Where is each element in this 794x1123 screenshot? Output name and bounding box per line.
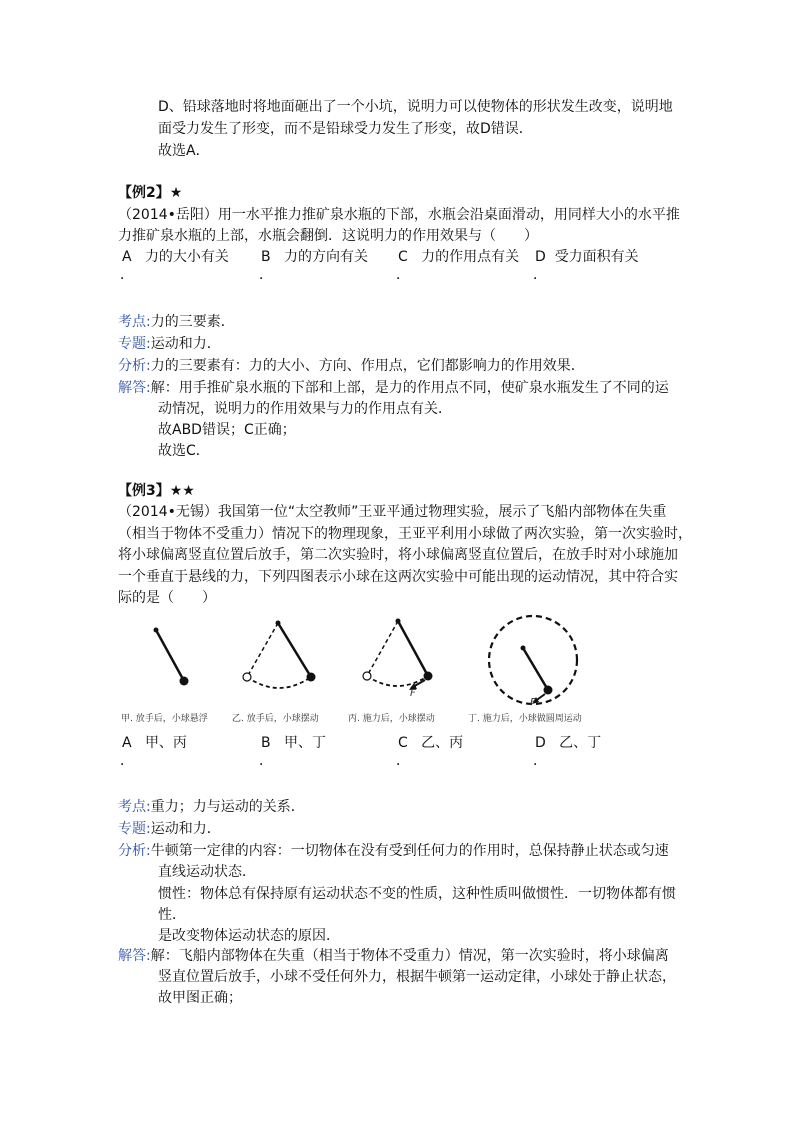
jieda-row: 解答:解：用手推矿泉水瓶的下部和上部，是力的作用点不同，使矿泉水瓶发生了不同的运 xyxy=(118,380,669,396)
figure-bing xyxy=(363,619,433,691)
string xyxy=(398,621,428,676)
circular-path xyxy=(489,616,577,704)
question-text: 力推矿泉水瓶的上部，水瓶会翻倒．这说明力的作用效果与（ ） xyxy=(118,228,538,244)
text-line: 是改变物体运动状态的原因． xyxy=(158,928,340,944)
figure-caption: 丙. 施力后，小球摆动 xyxy=(348,714,435,724)
figure-caption: 甲. 放手后，小球悬浮 xyxy=(121,714,208,724)
text-line: D、铅球落地时将地面砸出了一个小坑，说明力可以使物体的形状发生改变，说明地 xyxy=(158,99,673,115)
option-b: B 甲、丁 xyxy=(261,735,326,751)
swing-arc xyxy=(247,677,311,688)
question-text: 将小球偏离竖直位置后放手，第二次实验时，将小球偏离竖直位置后，在放手时对小球施加 xyxy=(118,547,678,563)
string-dashed xyxy=(247,623,278,677)
option-d: D 乙、丁 xyxy=(535,735,602,751)
zhuanti-row: 专题:运动和力． xyxy=(118,821,221,837)
option-dot: ． xyxy=(396,267,410,283)
text-line: 故选C． xyxy=(158,443,210,459)
ball-ghost xyxy=(243,673,251,681)
option-b: B 力的方向有关 xyxy=(261,249,368,265)
fenxi-row: 分析:牛顿第一定律的内容：一切物体在没有受到任何力的作用时，总保持静止状态或匀速 xyxy=(118,843,669,859)
option-dot: ． xyxy=(259,267,273,283)
ball xyxy=(424,672,433,681)
kaodian-row: 考点:力的三要素． xyxy=(118,314,235,330)
question-text: （相当于物体不受重力）情况下的物理现象，王亚平利用小球做了两次实验，第一次实验时， xyxy=(118,526,692,542)
option-dot: ． xyxy=(259,753,273,769)
option-dot: ． xyxy=(533,753,547,769)
text-line: 动情况，说明力的作用效果与力的作用点有关． xyxy=(158,401,452,417)
text-line: 竖直位置后放手，小球不受任何外力，根据牛顿第一运动定律，小球处于静止状态， xyxy=(158,969,676,985)
string xyxy=(156,630,184,681)
example-3-title: 【例3】★★ xyxy=(118,483,195,499)
option-dot: ． xyxy=(120,753,134,769)
figure-caption: 乙. 放手后，小球摆动 xyxy=(232,714,319,724)
string-dashed xyxy=(367,621,398,676)
force-label: F xyxy=(410,688,416,699)
example-2-title: 【例2】★ xyxy=(118,185,183,201)
option-c: C 力的作用点有关 xyxy=(398,249,520,265)
ball xyxy=(544,686,553,695)
text-line: 直线运动状态． xyxy=(158,864,256,880)
question-text: （2014•无锡）我国第一位“太空教师”王亚平通过物理实验，展示了飞船内部物体在失重 xyxy=(118,504,667,520)
option-dot: ． xyxy=(120,267,134,283)
kaodian-row: 考点:重力；力与运动的关系． xyxy=(118,799,305,815)
option-dot: ． xyxy=(396,753,410,769)
force-label: F xyxy=(530,697,536,708)
string xyxy=(523,648,548,690)
string xyxy=(278,623,311,677)
jieda-row: 解答:解：飞船内部物体在失重（相当于物体不受重力）情况，第一次实验时，将小球偏离 xyxy=(118,948,669,964)
figure-ding xyxy=(489,616,577,704)
zhuanti-row: 专题:运动和力． xyxy=(118,336,221,352)
question-text: （2014•岳阳）用一水平推力推矿泉水瓶的下部，水瓶会沿桌面滑动，用同样大小的水平推 xyxy=(118,207,680,223)
option-dot: ． xyxy=(533,267,547,283)
text-line: 故ABD错误；C正确； xyxy=(158,422,296,438)
option-d: D 受力面积有关 xyxy=(535,249,639,265)
option-c: C 乙、丙 xyxy=(398,735,464,751)
text-line: 惯性：物体总有保持原有运动状态不变的性质，这种性质叫做惯性．一切物体都有惯 xyxy=(158,886,676,902)
ball xyxy=(307,673,316,682)
option-a: A 力的大小有关 xyxy=(122,249,229,265)
question-text: 一个垂直于悬线的力，下列四图表示小球在这两次实验中可能出现的运动情况，其中符合实 xyxy=(118,569,678,585)
text-line: 面受力发生了形变，而不是铅球受力发生了形变，故D错误． xyxy=(158,121,533,137)
ball-ghost xyxy=(363,672,371,680)
text-line: 故甲图正确； xyxy=(158,990,242,1006)
question-text: 际的是（ ） xyxy=(118,590,216,606)
ball xyxy=(180,677,189,686)
text-line: 故选A． xyxy=(158,143,210,159)
fenxi-row: 分析:力的三要素有：力的大小、方向、作用点，它们都影响力的作用效果． xyxy=(118,358,585,374)
figure-caption: 丁. 施力后，小球做圆周运动 xyxy=(468,714,582,724)
figure-yi xyxy=(243,621,316,689)
text-line: 性． xyxy=(158,907,186,923)
option-a: A 甲、丙 xyxy=(122,735,187,751)
figure-jia xyxy=(154,628,189,686)
